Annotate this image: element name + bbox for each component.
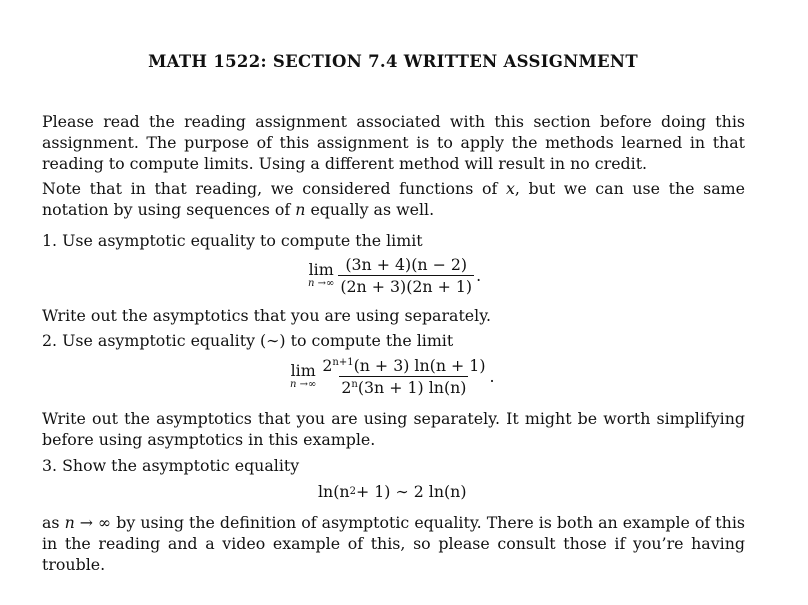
variable-n: n [295, 200, 306, 219]
problem-3-equation: ln(n 2 + 1) ∼ 2 ln(n) [318, 482, 467, 501]
problem-3-text: Show the asymptotic equality [62, 456, 300, 475]
problem-2-period: . [489, 366, 495, 386]
numerator-rest: (n + 3) ln(n + 1) [353, 356, 486, 375]
intro-paragraph-2 [42, 178, 745, 220]
problem-2-number: 2. [42, 331, 58, 350]
problem-3-prompt [42, 455, 745, 476]
equation-left-b: + 1) ∼ 2 ln(n) [355, 482, 467, 501]
problem-1-period: . [476, 265, 482, 285]
problem-2-text: Use asymptotic equality (∼) to compute the limit [62, 331, 454, 350]
denominator-rest: (3n + 1) ln(n) [357, 377, 467, 397]
limit-word: lim [308, 260, 334, 280]
problem-2-denominator [339, 376, 468, 396]
problem-1-text: Use asymptotic equality to compute the limit [62, 231, 423, 250]
numerator-exponent: n+1 [332, 357, 354, 368]
denominator-base: 2 [341, 377, 352, 397]
problem-2-followup [42, 408, 745, 450]
problem-3-after-b: by using the definition of asymptotic equality. There is both an example of this in the reading and a video example of this, so please consult those if you’re having trouble. [42, 513, 745, 574]
problem-1-equation [308, 257, 481, 295]
problem-2-after: Write out the asymptotics that you are using separately. It might be worth simplifying before using asymptotics in this example. [42, 409, 745, 449]
problem-2-fraction [320, 358, 487, 396]
problem-1-fraction [338, 257, 474, 295]
problem-2-numerator [320, 358, 487, 376]
problem-1-numerator: (3n + 4)(n − 2) [345, 255, 468, 274]
problem-1-denominator: (2n + 3)(2n + 1) [340, 276, 473, 296]
problem-2-limit [290, 363, 316, 390]
problem-1-limit [308, 262, 334, 289]
problem-1-prompt [42, 230, 745, 251]
problem-1-followup [42, 305, 745, 326]
intro-text-2c: equally as well. [305, 200, 435, 219]
intro-text-2b: , but we can use the same notation by using sequences of [42, 179, 745, 219]
intro-paragraph-1 [42, 111, 745, 174]
problem-3-after-a: as [42, 513, 65, 532]
variable-x: x [505, 179, 515, 198]
problem-3-followup [42, 512, 745, 575]
page-title: MATH 1522: SECTION 7.4 WRITTEN ASSIGNMENT [148, 52, 638, 71]
problem-2-prompt [42, 330, 745, 351]
equation-left-a: ln(n [318, 482, 350, 501]
denominator-exponent: n [351, 378, 358, 390]
intro-text-1: Please read the reading assignment associated with this section before doing this assignment. The purpose of this assignment is to apply the methods learned in that reading to compute limits. Using a different method will result in no credit. [42, 112, 745, 173]
problem-1-after: Write out the asymptotics that you are using separately. [42, 306, 492, 325]
limit-word: lim [290, 361, 316, 381]
limit-subscript: n →∞ [308, 278, 335, 290]
problem-1-number: 1. [42, 231, 58, 250]
numerator-base: 2 [322, 356, 333, 375]
problem-3-number: 3. [42, 456, 58, 475]
problem-3-limit-expression: n → ∞ [64, 513, 112, 532]
problem-2-equation [290, 358, 495, 396]
intro-text-2a: Note that in that reading, we considered functions of [42, 179, 506, 198]
intro-text-2 [42, 178, 745, 220]
limit-subscript: n →∞ [290, 379, 317, 391]
